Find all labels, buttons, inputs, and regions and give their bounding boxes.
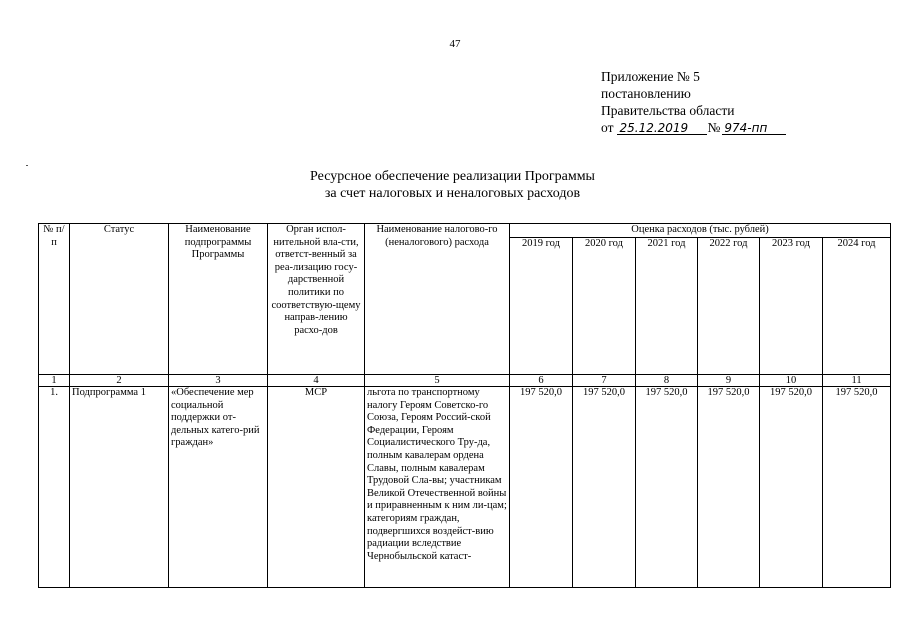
column-number: 7	[573, 375, 636, 387]
header-subprogram: Наименование подпрограммы Программы	[169, 224, 268, 375]
header-year: 2021 год	[636, 237, 698, 374]
header-expense-name: Наименование налогово-го (неналогового) расхода	[365, 224, 510, 375]
row-value: 197 520,0	[510, 387, 573, 588]
appendix-line: Приложение № 5	[601, 69, 700, 84]
appendix-date-line	[601, 119, 786, 136]
header-year: 2024 год	[823, 237, 891, 374]
row-value: 197 520,0	[823, 387, 891, 588]
column-number: 5	[365, 375, 510, 387]
column-number: 6	[510, 375, 573, 387]
header-responsible-body: Орган испол-нительной вла-сти, ответст-венный за реа-лизацию госу-дарственной политики по соответствую-щему направ-лению расхо-дов	[268, 224, 365, 375]
handwritten-date: 25.12.2019	[617, 122, 707, 135]
row-status: Подпрограмма 1	[70, 387, 169, 588]
row-responsible-body: МСР	[268, 387, 365, 588]
handwritten-number: 974-пп	[722, 122, 786, 135]
number-prefix: №	[707, 120, 721, 135]
header-status: Статус	[70, 224, 169, 375]
page-number: 47	[449, 38, 461, 50]
date-prefix: от	[601, 120, 614, 135]
header-year: 2022 год	[698, 237, 760, 374]
column-number: 10	[760, 375, 823, 387]
row-subprogram: «Обеспечение мер социальной поддержки от-дельных катего-рий граждан»	[169, 387, 268, 588]
resource-table	[38, 223, 891, 588]
appendix-line: постановлению	[601, 86, 691, 101]
appendix-block	[601, 68, 786, 136]
header-estimate: Оценка расходов (тыс. рублей)	[510, 224, 891, 238]
row-expense-name: льгота по транспортному налогу Героям Советско-го Союза, Героям Россий-ской Федерации, Героям Социалистического Тру-да, полным кавалерам ордена Славы, полным кавалерам Трудовой Сла-вы; участникам Великой Отечественной войны и приравненным к ним ли-цам; категориям граждан, подвергшихся воздейст-вию радиации вследствие Чернобыльской катаст-	[365, 387, 510, 588]
row-value: 197 520,0	[698, 387, 760, 588]
column-number: 11	[823, 375, 891, 387]
column-number: 3	[169, 375, 268, 387]
row-value: 197 520,0	[760, 387, 823, 588]
column-number: 2	[70, 375, 169, 387]
column-number: 4	[268, 375, 365, 387]
header-row	[39, 224, 891, 238]
column-numbers-row	[39, 375, 891, 387]
table-row	[39, 387, 891, 588]
header-year: 2019 год	[510, 237, 573, 374]
header-year: 2023 год	[760, 237, 823, 374]
margin-mark	[26, 165, 28, 166]
column-number: 8	[636, 375, 698, 387]
title-line: Ресурсное обеспечение реализации Программы	[310, 169, 595, 184]
header-num: № п/п	[39, 224, 70, 375]
row-value: 197 520,0	[573, 387, 636, 588]
column-number: 9	[698, 375, 760, 387]
title-line: за счет налоговых и неналоговых расходов	[324, 186, 581, 201]
row-num: 1.	[39, 387, 70, 588]
document-title	[200, 168, 705, 202]
header-year: 2020 год	[573, 237, 636, 374]
appendix-line: Правительства области	[601, 103, 735, 118]
column-number: 1	[39, 375, 70, 387]
row-value: 197 520,0	[636, 387, 698, 588]
